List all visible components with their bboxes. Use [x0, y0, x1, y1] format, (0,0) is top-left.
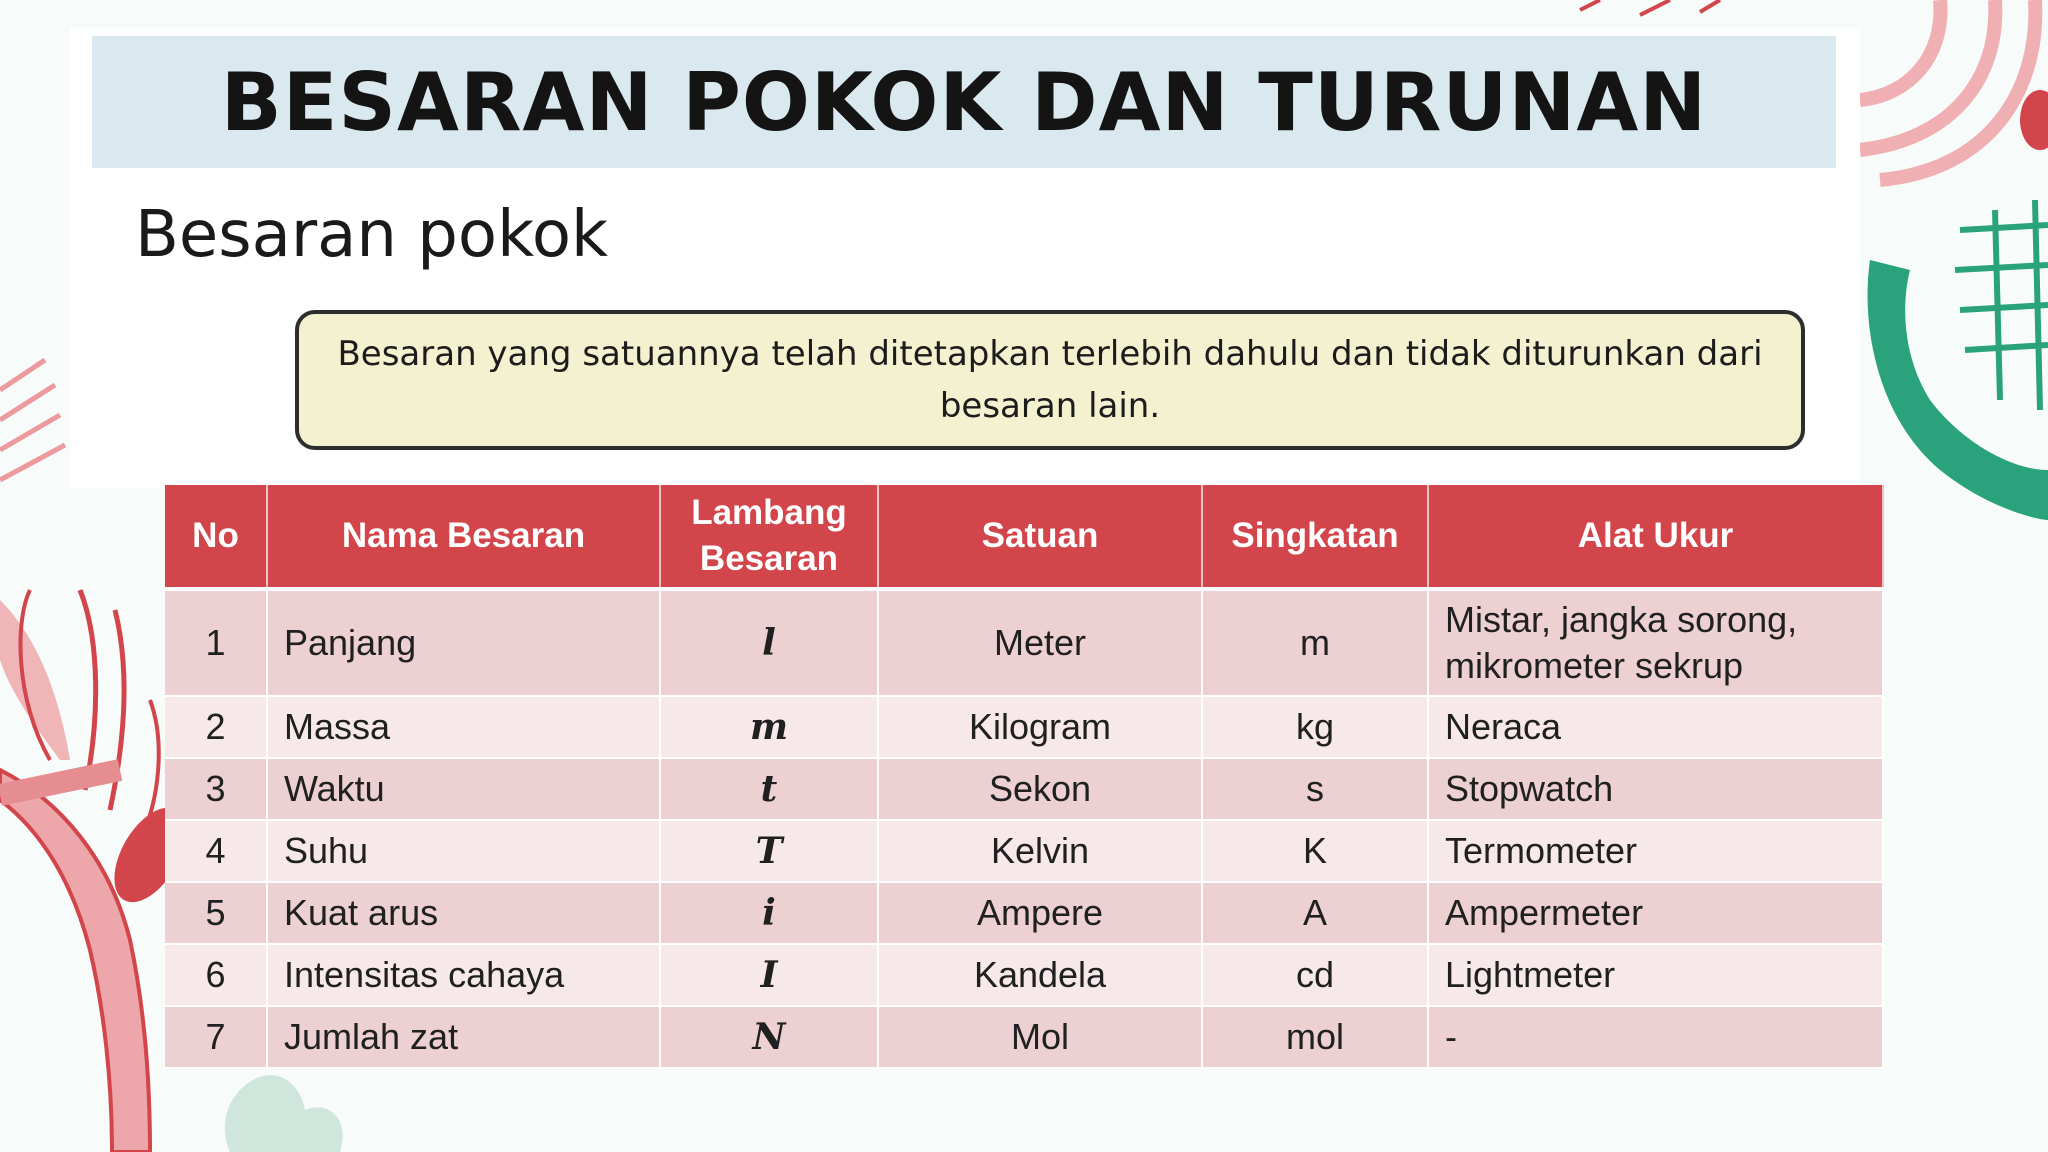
definition-box: Besaran yang satuannya telah ditetapkan terlebih dahulu dan tidak diturunkan dari besaran lain. [295, 310, 1805, 450]
table-row [165, 696, 1883, 758]
table-row [165, 1006, 1883, 1068]
table-row [165, 820, 1883, 882]
cell-satuan: Meter [878, 589, 1202, 696]
cell-nama-besaran: Suhu [267, 820, 660, 882]
cell-singkatan: mol [1202, 1006, 1428, 1068]
cell-alat-ukur: Neraca [1428, 696, 1883, 758]
cell-no: 5 [165, 882, 267, 944]
cell-lambang-besaran: l [660, 589, 878, 696]
cell-singkatan: K [1202, 820, 1428, 882]
cell-satuan: Kandela [878, 944, 1202, 1006]
cell-alat-ukur: - [1428, 1006, 1883, 1068]
cell-satuan: Mol [878, 1006, 1202, 1068]
cell-alat-ukur: Termometer [1428, 820, 1883, 882]
cell-lambang-besaran: I [660, 944, 878, 1006]
page-title: BESARAN POKOK DAN TURUNAN [220, 55, 1708, 149]
header-no: No [165, 485, 267, 589]
cell-satuan: Sekon [878, 758, 1202, 820]
cell-satuan: Kelvin [878, 820, 1202, 882]
header-nama-besaran: Nama Besaran [267, 485, 660, 589]
cell-satuan: Ampere [878, 882, 1202, 944]
cell-no: 7 [165, 1006, 267, 1068]
table-row [165, 944, 1883, 1006]
cell-no: 6 [165, 944, 267, 1006]
cell-no: 4 [165, 820, 267, 882]
table-row [165, 882, 1883, 944]
cell-singkatan: A [1202, 882, 1428, 944]
cell-satuan: Kilogram [878, 696, 1202, 758]
cell-alat-ukur: Lightmeter [1428, 944, 1883, 1006]
header-lambang-besaran: Lambang Besaran [660, 485, 878, 589]
section-subtitle: Besaran pokok [135, 198, 609, 272]
cell-lambang-besaran: N [660, 1006, 878, 1068]
cell-alat-ukur: Mistar, jangka sorong, mikrometer sekrup [1428, 589, 1883, 696]
cell-lambang-besaran: T [660, 820, 878, 882]
cell-alat-ukur: Stopwatch [1428, 758, 1883, 820]
cell-nama-besaran: Panjang [267, 589, 660, 696]
cell-no: 1 [165, 589, 267, 696]
cell-singkatan: cd [1202, 944, 1428, 1006]
table-row [165, 589, 1883, 696]
cell-lambang-besaran: i [660, 882, 878, 944]
cell-alat-ukur: Ampermeter [1428, 882, 1883, 944]
header-satuan: Satuan [878, 485, 1202, 589]
cell-nama-besaran: Kuat arus [267, 882, 660, 944]
title-band [92, 36, 1836, 168]
cell-lambang-besaran: m [660, 696, 878, 758]
cell-nama-besaran: Massa [267, 696, 660, 758]
cell-lambang-besaran: t [660, 758, 878, 820]
table-row [165, 758, 1883, 820]
cell-singkatan: m [1202, 589, 1428, 696]
cell-nama-besaran: Jumlah zat [267, 1006, 660, 1068]
cell-nama-besaran: Waktu [267, 758, 660, 820]
cell-singkatan: s [1202, 758, 1428, 820]
base-quantities-table [165, 485, 1884, 1069]
header-alat-ukur: Alat Ukur [1428, 485, 1883, 589]
cell-no: 3 [165, 758, 267, 820]
cell-no: 2 [165, 696, 267, 758]
cell-nama-besaran: Intensitas cahaya [267, 944, 660, 1006]
header-singkatan: Singkatan [1202, 485, 1428, 589]
table-header-row [165, 485, 1883, 589]
cell-singkatan: kg [1202, 696, 1428, 758]
